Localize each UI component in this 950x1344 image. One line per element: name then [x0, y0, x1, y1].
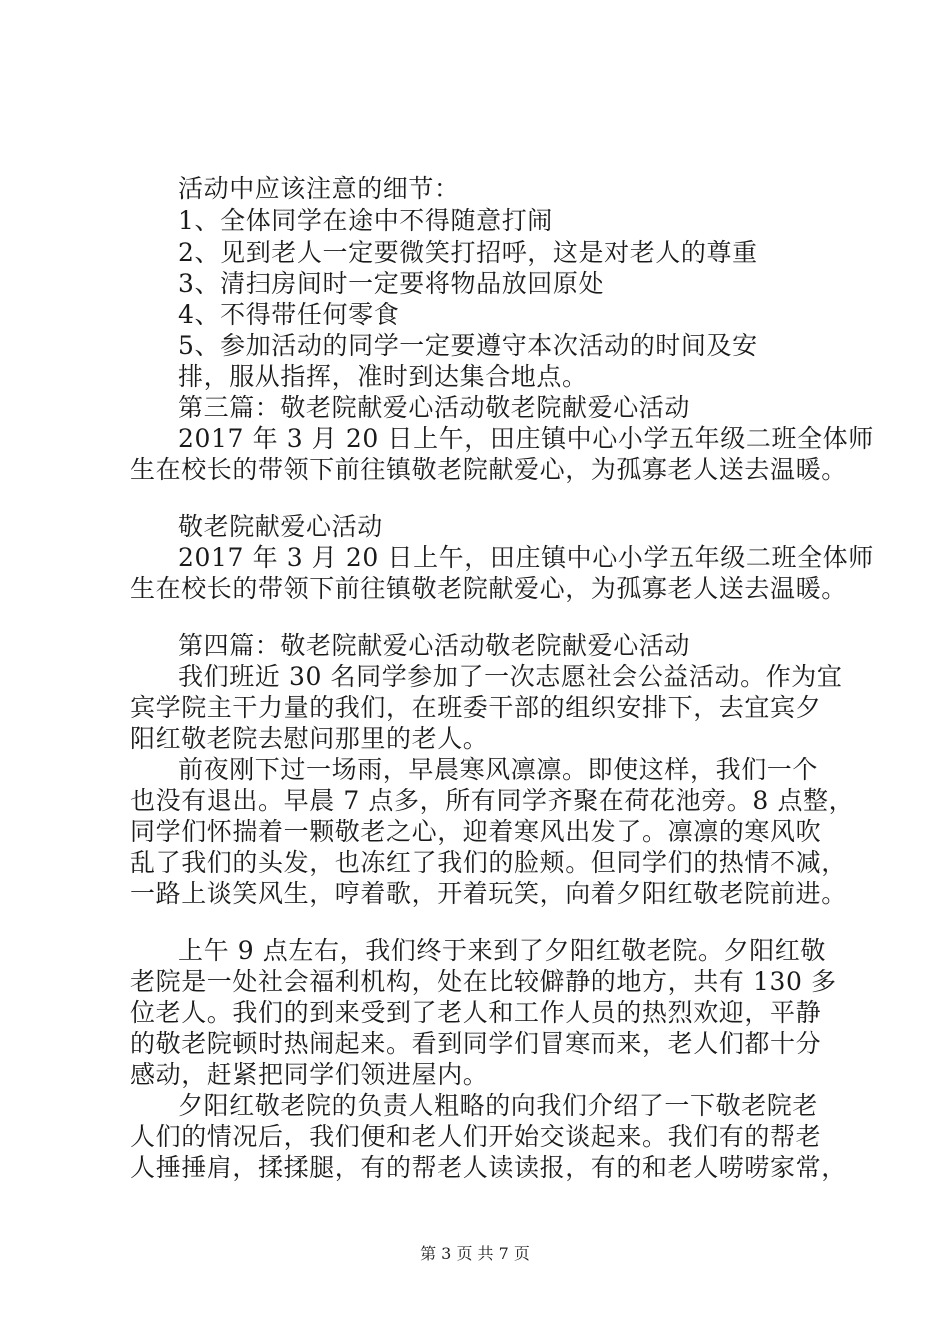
text-line: 也没有退出。早晨 7 点多，所有同学齐聚在荷花池旁。8 点整，	[130, 786, 855, 815]
text-line: 人捶捶肩，揉揉腿，有的帮老人读读报，有的和老人唠唠家常，	[130, 1153, 847, 1182]
text-line: 感动，赶紧把同学们领进屋内。	[130, 1060, 489, 1089]
text-line: 阳红敬老院去慰问那里的老人。	[130, 724, 489, 753]
text-line: 的敬老院顿时热闹起来。看到同学们冒寒而来，老人们都十分	[130, 1029, 822, 1058]
text-line: 宾学院主干力量的我们，在班委干部的组织安排下，去宜宾夕	[130, 693, 822, 722]
text-line: 乱了我们的头发，也冻红了我们的脸颊。但同学们的热情不减，	[130, 848, 847, 877]
text-line: 我们班近 30 名同学参加了一次志愿社会公益活动。作为宜	[178, 662, 843, 691]
text-line: 3、清扫房间时一定要将物品放回原处	[178, 269, 605, 298]
section-heading: 第三篇：敬老院献爱心活动敬老院献爱心活动	[178, 393, 691, 422]
text-line: 同学们怀揣着一颗敬老之心，迎着寒风出发了。凛凛的寒风吹	[130, 817, 822, 846]
text-line: 2017 年 3 月 20 日上午，田庄镇中心小学五年级二班全体师	[178, 543, 874, 572]
text-line: 2017 年 3 月 20 日上午，田庄镇中心小学五年级二班全体师	[178, 424, 874, 453]
text-line: 5、参加活动的同学一定要遵守本次活动的时间及安	[178, 331, 758, 360]
text-line: 2、见到老人一定要微笑打招呼，这是对老人的尊重	[178, 238, 758, 267]
section-heading: 第四篇：敬老院献爱心活动敬老院献爱心活动	[178, 631, 691, 660]
text-line: 一路上谈笑风生，哼着歌，开着玩笑，向着夕阳红敬老院前进。	[130, 879, 847, 908]
text-line: 前夜刚下过一场雨，早晨寒风凛凛。即使这样，我们一个	[178, 755, 819, 784]
text-line: 人们的情况后，我们便和老人们开始交谈起来。我们有的帮老	[130, 1122, 822, 1151]
page-number-footer: 第 3 页 共 7 页	[420, 1244, 530, 1263]
text-line: 生在校长的带领下前往镇敬老院献爱心，为孤寡老人送去温暖。	[130, 574, 847, 603]
text-line: 排，服从指挥，准时到达集合地点。	[178, 362, 588, 391]
text-line: 老院是一处社会福利机构，处在比较僻静的地方，共有 130 多	[130, 967, 837, 996]
text-line: 位老人。我们的到来受到了老人和工作人员的热烈欢迎，平静	[130, 998, 822, 1027]
text-line: 夕阳红敬老院的负责人粗略的向我们介绍了一下敬老院老	[178, 1091, 819, 1120]
text-line: 4、不得带任何零食	[178, 300, 400, 329]
section-subheading: 敬老院献爱心活动	[178, 512, 383, 541]
text-line: 生在校长的带领下前往镇敬老院献爱心，为孤寡老人送去温暖。	[130, 455, 847, 484]
text-line: 1、全体同学在途中不得随意打闹	[178, 206, 553, 235]
text-line: 活动中应该注意的细节：	[178, 174, 460, 203]
text-line: 上午 9 点左右，我们终于来到了夕阳红敬老院。夕阳红敬	[178, 936, 827, 965]
